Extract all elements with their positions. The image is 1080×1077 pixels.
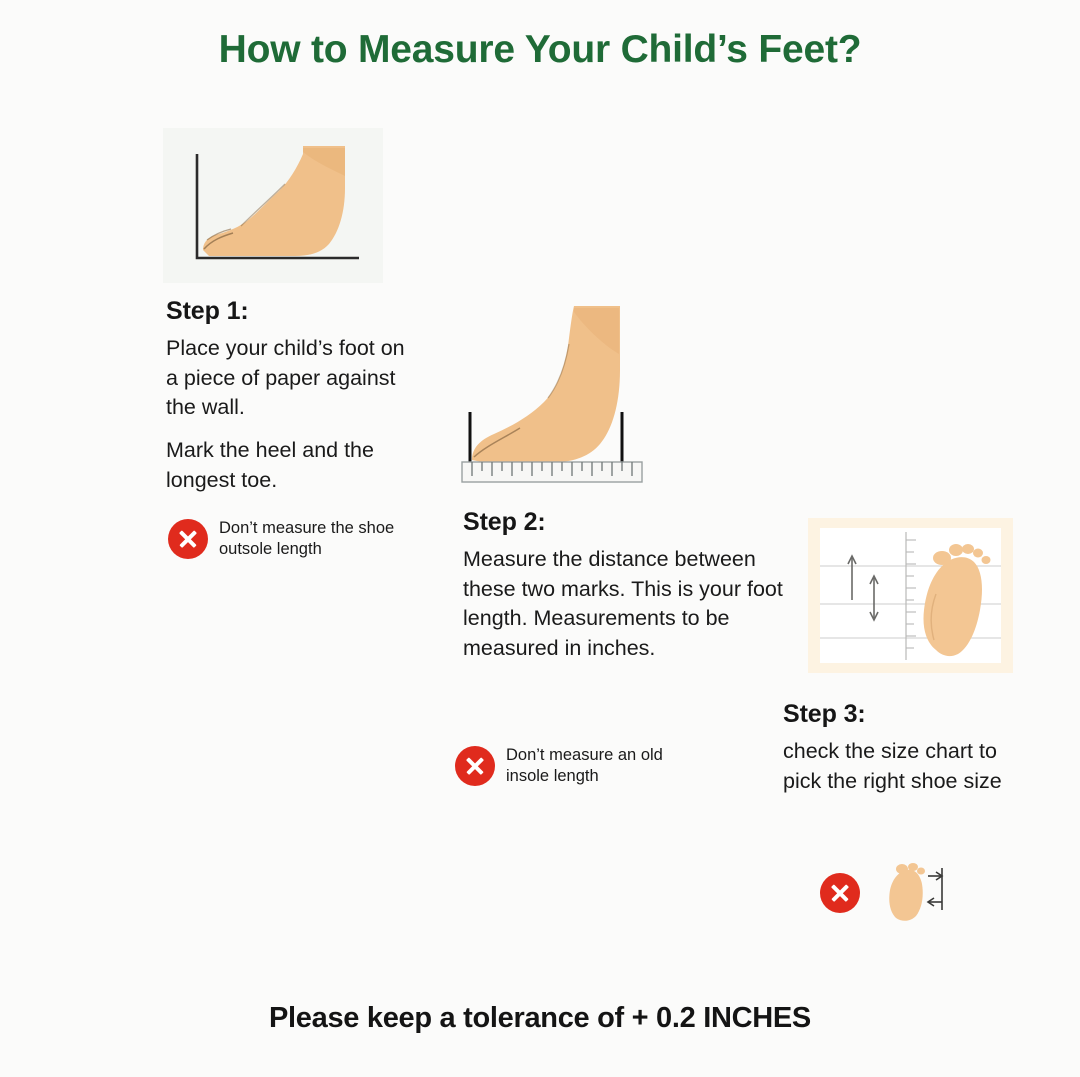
page-title: How to Measure Your Child’s Feet? bbox=[218, 28, 862, 71]
step-2-warning bbox=[455, 745, 705, 787]
foot-width-measure-icon bbox=[878, 862, 948, 924]
tolerance-note: Please keep a tolerance of + 0.2 INCHES bbox=[269, 1002, 811, 1034]
cross-circle-icon bbox=[455, 746, 495, 786]
foot-on-size-chart-illustration bbox=[808, 518, 1013, 673]
step-3-warning bbox=[820, 862, 1000, 924]
step-1-warning bbox=[168, 518, 398, 560]
cross-circle-icon bbox=[820, 873, 860, 913]
step-3-heading: Step 3: bbox=[783, 700, 866, 728]
step-3-paragraph-1: check the size chart to pick the right shoe size bbox=[783, 739, 1002, 793]
foot-against-wall-illustration bbox=[163, 128, 383, 283]
step-3-body bbox=[783, 737, 1033, 796]
cross-circle-icon bbox=[168, 519, 208, 559]
step-1-text-block bbox=[166, 297, 416, 495]
step-3-text-block bbox=[783, 700, 1033, 796]
step-2-warning-text: Don’t measure an old insole length bbox=[506, 746, 663, 786]
step-1-paragraph-2: Mark the heel and the longest toe. bbox=[166, 437, 374, 492]
step-1-body bbox=[166, 334, 416, 495]
step-2-illustration bbox=[452, 300, 677, 485]
step-2-paragraph-1: Measure the distance between these two marks. This is your foot length. Measurements to be measured in inches. bbox=[463, 547, 783, 660]
step-1-illustration bbox=[163, 128, 383, 283]
step-2-text-block bbox=[463, 508, 783, 664]
step-3-illustration bbox=[808, 518, 1013, 673]
step-2-heading: Step 2: bbox=[463, 508, 546, 536]
step-1-paragraph-1: Place your child’s foot on a piece of paper against the wall. bbox=[166, 336, 405, 420]
foot-on-ruler-illustration bbox=[452, 300, 677, 485]
step-1-warning-text: Don’t measure the shoe outsole length bbox=[219, 519, 395, 559]
step-2-body bbox=[463, 545, 783, 664]
step-1-heading: Step 1: bbox=[166, 297, 249, 325]
